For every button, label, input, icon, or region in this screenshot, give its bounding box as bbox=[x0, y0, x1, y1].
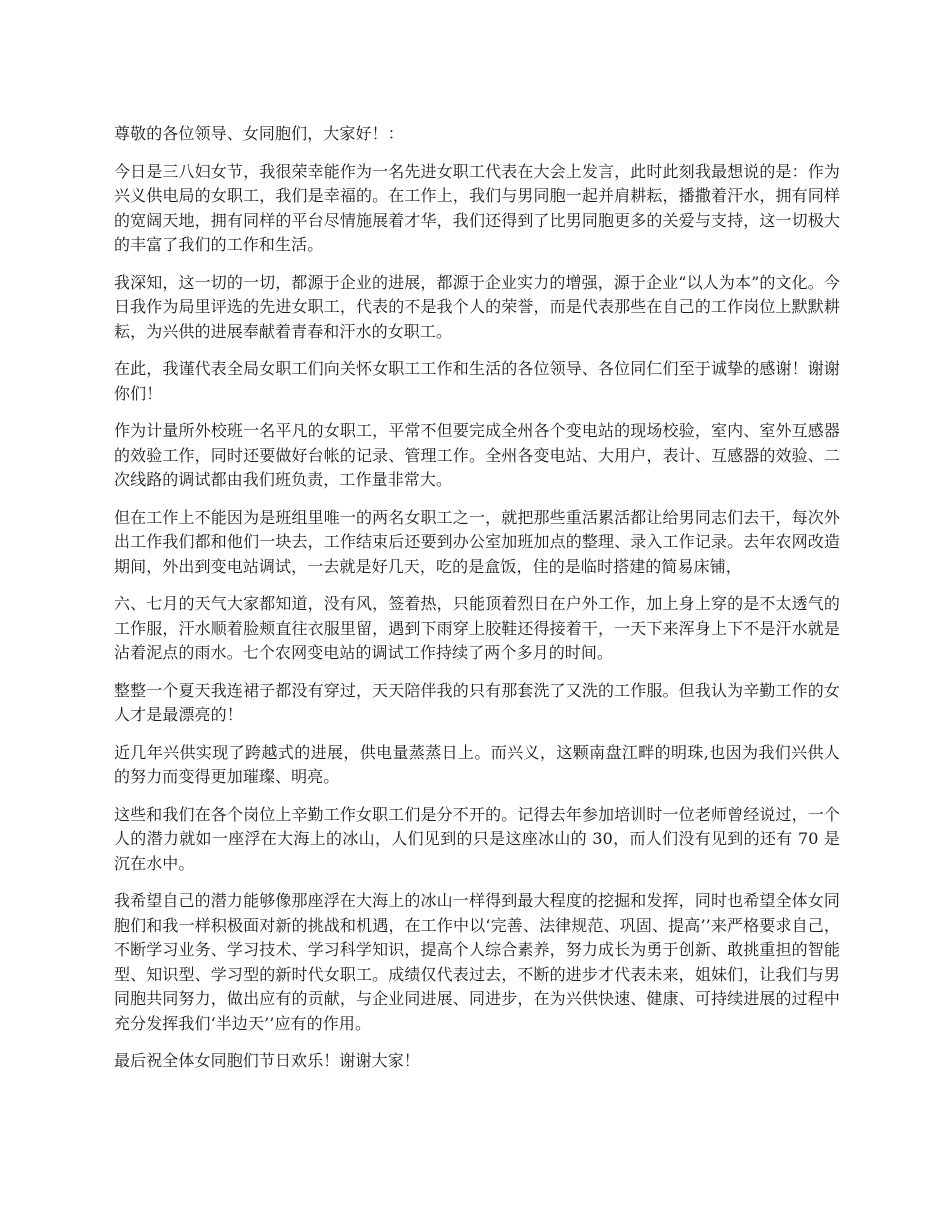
paragraph-closing: 最后祝全体女同胞们节日欢乐！谢谢大家！ bbox=[114, 1051, 420, 1070]
paragraph: 近几年兴供实现了跨越式的进展，供电量蒸蒸日上。而兴义，这颗南盘江畔的明珠,也因为我们兴供人的努力而变得更加璀璨、明亮。 bbox=[114, 742, 840, 786]
paragraph: 我希望自己的潜力能够像那座浮在大海上的冰山一样得到最大程度的挖掘和发挥，同时也希望全体女同胞们和我一样积极面对新的挑战和机遇，在工作中以‘完善、法律规范、巩固、提高’’来严格要求自己，不断学习业务、学习技术、学习科学知识，提高个人综合素养，努力成长为勇于创新、敢挑重担的智能型、知识型、学习型的新时代女职工。成绩仅代表过去，不断的进步才代表未来，姐妹们，让我们与男同胞共同努力，做出应有的贡献，与企业同进展、同进步，在为兴供快速、健康、可持续进展的过程中充分发挥我们‘半边天’’应有的作用。 bbox=[114, 891, 840, 1033]
paragraph: 我深知，这一切的一切，都源于企业的进展，都源于企业实力的增强，源于企业“以人为本”的文化。今日我作为局里评选的先进女职工，代表的不是我个人的荣誉，而是代表那些在自己的工作岗位上默默耕耘，为兴供的进展奉献着青春和汗水的女职工。 bbox=[114, 272, 840, 341]
paragraph: 整整一个夏天我连裙子都没有穿过，天天陪伴我的只有那套洗了又洗的工作服。但我认为辛勤工作的女人才是最漂亮的！ bbox=[114, 680, 840, 724]
paragraph: 六、七月的天气大家都知道，没有风，签着热，只能顶着烈日在户外工作，加上身上穿的是不太透气的工作服，汗水顺着脸颊直往衣服里留，遇到下雨穿上胶鞋还得接着干，一天下来浑身上下不是汗水就是沾着泥点的雨水。七个农网变电站的调试工作持续了两个多月的时间。 bbox=[114, 594, 840, 662]
paragraph-salutation: 尊敬的各位领导、女同胞们，大家好！： bbox=[114, 124, 404, 143]
paragraph: 在此，我谨代表全局女职工们向关怀女职工工作和生活的各位领导、各位同仁们至于诚挚的感谢！谢谢你们！ bbox=[114, 359, 840, 403]
document-body bbox=[114, 122, 840, 1087]
paragraph: 这些和我们在各个岗位上辛勤工作女职工们是分不开的。记得去年参加培训时一位老师曾经说过，一个人的潜力就如一座浮在大海上的冰山，人们见到的只是这座冰山的 30，而人们没有见到的还有 70 是沉在水中。 bbox=[114, 804, 840, 873]
paragraph: 今日是三八妇女节，我很荣幸能作为一名先进女职工代表在大会上发言，此时此刻我最想说的是：作为兴义供电局的女职工，我们是幸福的。在工作上，我们与男同胞一起并肩耕耘，播撒着汗水，拥有同样的宽阔天地，拥有同样的平台尽情施展着才华，我们还得到了比男同胞更多的关爱与支持，这一切极大的丰富了我们的工作和生活。 bbox=[114, 161, 840, 254]
paragraph: 但在工作上不能因为是班组里唯一的两名女职工之一，就把那些重活累活都让给男同志们去干，每次外出工作我们都和他们一块去，工作结束后还要到办公室加班加点的整理、录入工作记录。去年农网改造期间，外出到变电站调试，一去就是好几天，吃的是盒饭，住的是临时搭建的简易床铺， bbox=[114, 507, 840, 576]
paragraph: 作为计量所外校班一名平凡的女职工，平常不但要完成全州各个变电站的现场校验，室内、室外互感器的效验工作，同时还要做好台帐的记录、管理工作。全州各变电站、大用户，表计、互感器的效验、二次线路的调试都由我们班负责，工作量非常大。 bbox=[114, 421, 840, 489]
